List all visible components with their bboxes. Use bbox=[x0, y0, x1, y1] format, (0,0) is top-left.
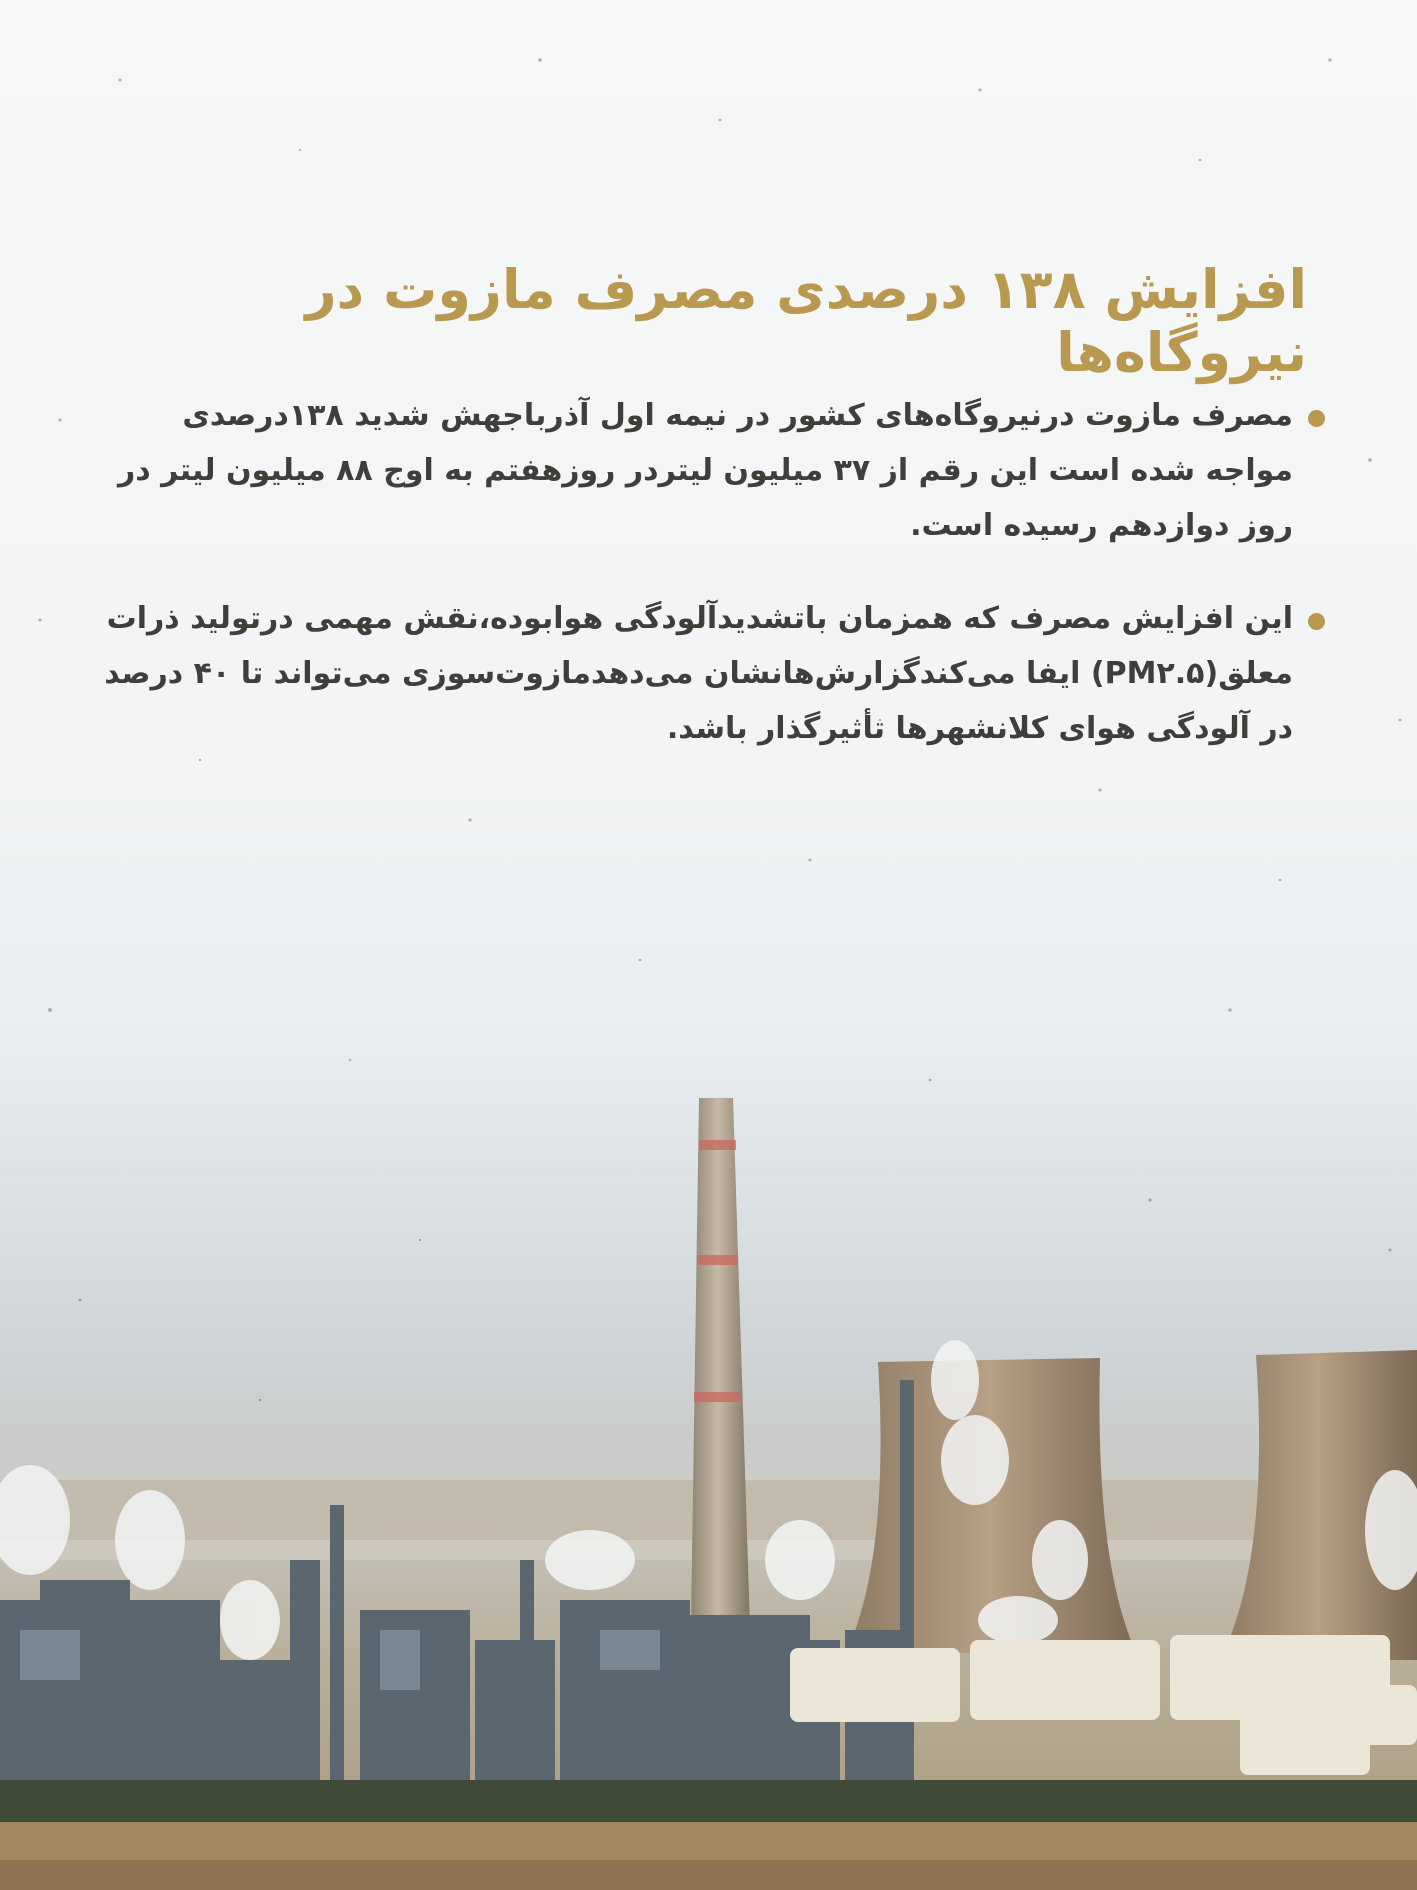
bullet-item bbox=[87, 388, 1327, 553]
bullet-list bbox=[87, 388, 1327, 794]
headline: افزایش ۱۳۸ درصدی مصرف مازوت در نیروگاه‌ها bbox=[305, 258, 1307, 384]
bullet-dot-icon bbox=[1308, 410, 1325, 427]
bullet-text: این افزایش مصرف که همزمان باتشدیدآلودگی هوابوده،نقش مهمی درتولید ذرات معلق(PM۲.۵) ایفا می‌کندگزارش‌هانشان می‌دهدمازوت‌سوزی می‌تواند تا ۴۰ درصد در آلودگی هوای کلانشهرها تأثیرگذار باشد. bbox=[104, 601, 1293, 746]
bullet-item bbox=[87, 591, 1327, 756]
bullet-text: مصرف مازوت درنیروگاه‌های کشور در نیمه اول آذرباجهش شدید ۱۳۸درصدی مواجه شده است این رقم از ۳۷ میلیون لیتردر روزهفتم به اوج ۸۸ میلیون لیتر در روز دوازدهم رسیده است. bbox=[117, 398, 1293, 543]
bullet-dot-icon bbox=[1308, 613, 1325, 630]
